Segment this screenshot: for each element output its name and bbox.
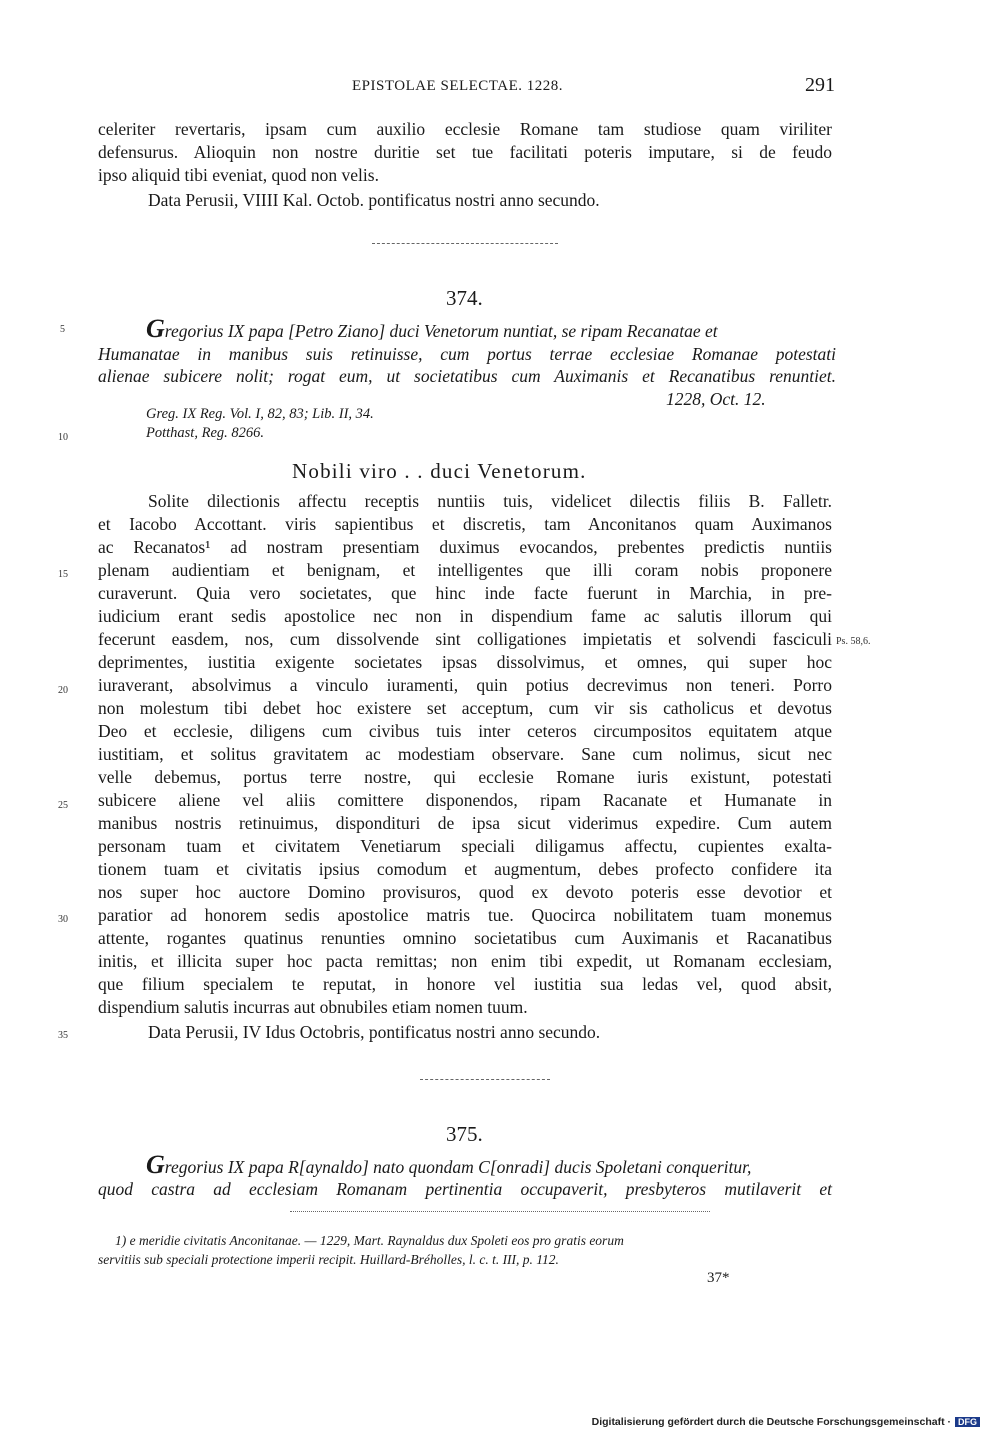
body-line: plenam audientiam et benignam, et intelligentes que illi coram nobis proponere <box>98 560 832 580</box>
text-line: celeriter revertaris, ipsam cum auxilio ecclesie Romane tam studiose quam viriliter <box>98 119 832 139</box>
text-line: ipso aliquid tibi eveniat, quod non velis. <box>98 165 379 185</box>
body-line: velle debemus, portus terre nostre, qui ecclesie Romane iuris existunt, potestati <box>98 767 832 787</box>
dfg-logo: DFG <box>955 1417 980 1427</box>
signature-mark: 37* <box>707 1270 730 1286</box>
body-line: que filium specialem te reputat, in honore vel iustitia sua ledas vel, quod absit, <box>98 974 832 994</box>
body-line: iustitiam, et solitus gravitatem ac modestiam observare. Sane cum nolimus, sicut nec <box>98 744 832 764</box>
section-divider <box>420 1079 550 1080</box>
running-header <box>0 74 1000 102</box>
digitization-text: Digitalisierung gefördert durch die Deutsche Forschungsgemeinschaft · <box>591 1416 951 1428</box>
running-title: EPISTOLAE SELECTAE. 1228. <box>352 78 564 94</box>
body-line: curaverunt. Quia vero societates, que hinc inde facte fuerunt in Marchia, in pre- <box>98 583 832 603</box>
body-line: personam tuam et civitatem Venetiarum speciali diligamus affectu, cupientes exalta- <box>98 836 832 856</box>
footnote-line: 1) e meridie civitatis Anconitanae. — 1229, Mart. Raynaldus dux Spoleti eos pro gratis eorum <box>115 1233 624 1248</box>
summary-text: regorius IX papa [Petro Ziano] duci Venetorum nuntiat, se ripam Recanatae et <box>164 321 718 341</box>
body-line: paratior ad honorem sedis apostolice matris tue. Quocirca nobilitatem tuam monemus <box>98 905 832 925</box>
summary-line: Humanatae in manibus suis retinuisse, cum portus terrae ecclesiae Romanae potestati <box>98 344 836 364</box>
body-line: subicere aliene vel aliis comittere disponendos, ripam Racanate et Humanate in <box>98 790 832 810</box>
line-number: 20 <box>58 685 68 696</box>
body-line: tionem tuam et civitatis ipsius comodum et augmentum, debes profecto confidere ita <box>98 859 832 879</box>
line-number: 15 <box>58 569 68 580</box>
initial-letter: G <box>146 314 165 343</box>
dating-line: Data Perusii, VIIII Kal. Octob. pontificatus nostri anno secundo. <box>148 190 600 210</box>
source-line: Greg. IX Reg. Vol. I, 82, 83; Lib. II, 34. <box>146 406 374 422</box>
document-number: 374. <box>446 286 483 310</box>
body-line: Deo et ecclesie, diligens cum civibus tuis inter ceteros circumpositos equitatem atque <box>98 721 832 741</box>
source-line: Potthast, Reg. 8266. <box>146 425 265 441</box>
body-line: et Iacobo Accottant. viris sapientibus et discretis, tam Anconitanos quam Auximanos <box>98 514 832 534</box>
line-number: 35 <box>58 1030 68 1041</box>
body-line: iuraverant, absolvimus a vinculo iuramenti, quin potius decrevimus non teneri. Porro <box>98 675 832 695</box>
document-number: 375. <box>446 1122 483 1146</box>
body-line: dispendium salutis incurras aut obnubiles etiam nomen tuum. <box>98 997 528 1017</box>
line-number: 5 <box>60 324 65 335</box>
body-line: ac Recanatos¹ ad nostram presentiam duximus evocandos, prebentes predictis nuntiis <box>98 537 832 557</box>
summary-text: regorius IX papa R[aynaldo] nato quondam C[onradi] ducis Spoletani conqueritur, <box>164 1157 752 1177</box>
body-line: attente, rogantes quatinus renunties omnino societatibus cum Auximanis et Racanatibus <box>98 928 832 948</box>
summary-date: 1228, Oct. 12. <box>666 389 766 409</box>
summary-line <box>146 314 836 343</box>
footnote-divider <box>290 1211 710 1212</box>
body-line: fecerunt easdem, nos, cum dissolvende sint colligationes impietatis et solvendi fasciculi <box>98 629 832 649</box>
section-divider <box>372 243 558 244</box>
body-line: manibus nostris retinuimus, dispondituri de ipsa sicut viderimus expedire. Cum autem <box>98 813 832 833</box>
line-number: 30 <box>58 914 68 925</box>
body-line: iudicium erant sedis apostolice nec non in dispendium fame ac salutis illorum qui <box>98 606 832 626</box>
text-line: defensurus. Alioquin non nostre duritie set tue facilitati poteris imputare, si de feudo <box>98 142 832 162</box>
body-line: deprimentes, iustitia exigente societates ipsas dissolvimus, et omnes, qui super hoc <box>98 652 832 672</box>
dating-line: Data Perusii, IV Idus Octobris, pontificatus nostri anno secundo. <box>148 1022 601 1042</box>
body-line: initis, et illicita super hoc pacta remittas; non enim tibi expedit, ut Romanam ecclesiam, <box>98 951 832 971</box>
digitization-notice <box>592 1416 980 1428</box>
footnote-line: servitiis sub speciali protectione imperii recipit. Huillard-Bréholles, l. c. t. III, p. 112. <box>98 1252 559 1267</box>
line-number: 10 <box>58 432 68 443</box>
body-line: nos super hoc auctore Domino provisuros, quod ex devoto poteris esse devotior et <box>98 882 832 902</box>
page-number: 291 <box>805 74 835 96</box>
summary-line: quod castra ad ecclesiam Romanam pertinentia occupaverit, presbyteros mutilaverit et <box>98 1179 832 1199</box>
line-number: 25 <box>58 800 68 811</box>
address-heading: Nobili viro . . duci Venetorum. <box>292 459 587 483</box>
body-line: Solite dilectionis affectu receptis nuntiis tuis, videlicet dilectis filiis B. Falletr. <box>148 491 832 511</box>
margin-reference: Ps. 58,6. <box>836 636 871 647</box>
summary-line: alienae subicere nolit; rogat eum, ut societatibus cum Auximanis et Recanatibus renuntiet. <box>98 366 836 386</box>
body-line: non molestum tibi debet hoc existere set acceptum, cum vir sis catholicus et devotus <box>98 698 832 718</box>
initial-letter: G <box>146 1150 165 1179</box>
summary-line <box>146 1150 836 1179</box>
